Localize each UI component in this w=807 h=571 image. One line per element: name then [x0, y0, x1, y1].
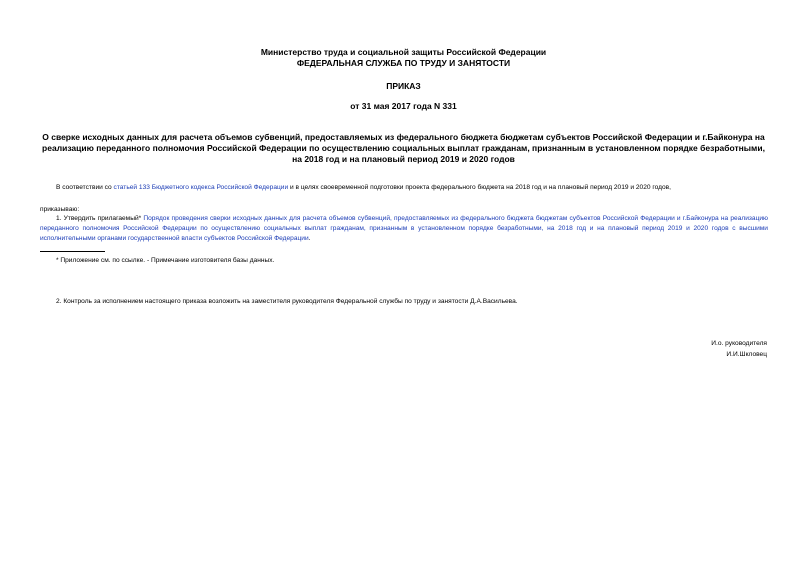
- ministry-name: Министерство труда и социальной защиты Российской Федерации: [260, 47, 547, 57]
- order-word: приказываю:: [40, 206, 80, 213]
- signatory-position: И.о. руководителя: [711, 340, 767, 347]
- procedure-link[interactable]: Порядок проведения сверки исходных данных для расчета объемов субвенций, предоставляемых из федерального бюджета бюджетам субъектов Российской Федерации и г.Байконура на реализацию переданного полномочия Российской Федерации по осуществлению социальных выплат гражданам, признанным в установленном порядке безработными, на 2018 год и на плановый период 2019 и 2020 годов с высшими исполнительными органами государственной власти субъектов Российской Федерации: [40, 215, 768, 242]
- signatory-name: И.И.Шкловец: [726, 351, 767, 358]
- footnote: * Приложение см. по ссылке. - Примечание изготовителя базы данных.: [56, 257, 275, 264]
- item1-suffix: .: [308, 235, 311, 242]
- preamble-paragraph: [56, 183, 768, 193]
- footnote-divider: [40, 251, 105, 252]
- document-type: ПРИКАЗ: [386, 81, 421, 91]
- item1-prefix: 1. Утвердить прилагаемый*: [56, 215, 144, 222]
- order-item-2: 2. Контроль за исполнением настоящего приказа возложить на заместителя руководителя Федеральной службы по труду и занятости Д.А.Васильева.: [56, 298, 518, 305]
- order-item-1: [40, 214, 768, 244]
- budget-code-link[interactable]: статьей 133 Бюджетного кодекса Российской Федерации: [113, 184, 289, 191]
- service-name: ФЕДЕРАЛЬНАЯ СЛУЖБА ПО ТРУДУ И ЗАНЯТОСТИ: [296, 58, 511, 68]
- document-date: от 31 мая 2017 года N 331: [350, 101, 457, 111]
- preamble-prefix: В соответствии со: [56, 184, 114, 191]
- preamble-suffix: и в целях своевременной подготовки проекта федерального бюджета на 2018 год и на плановый период 2019 и 2020 годов,: [288, 184, 672, 191]
- document-title: О сверке исходных данных для расчета объемов субвенций, предоставляемых из федерального бюджета бюджетам субъектов Российской Федерации и г.Байконура на реализацию переданного полномочия Российской Федерации по осуществлению социальных выплат гражданам, признанным в установленном порядке безработными, на 2018 год и на плановый период 2019 и 2020 годов: [42, 132, 765, 164]
